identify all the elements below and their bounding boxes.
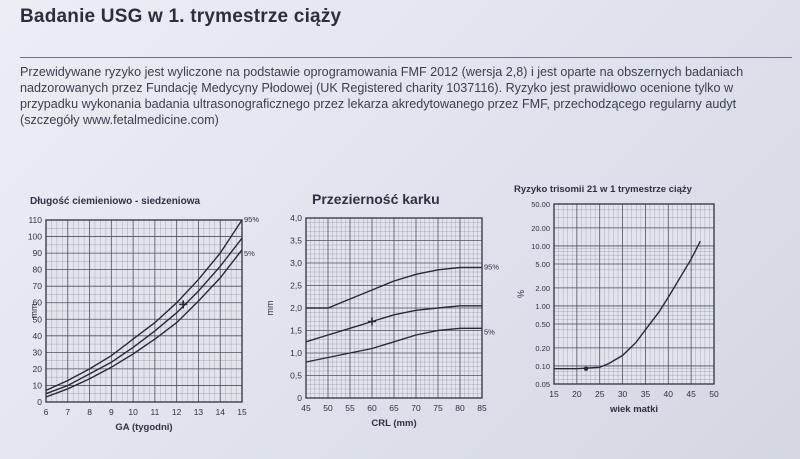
y-tick-label: 1,0 — [290, 348, 302, 358]
y-tick-label: 40 — [32, 330, 42, 341]
page-title: Badanie USG w 1. trymestrze ciąży — [20, 6, 342, 27]
x-tick-label: 45 — [686, 389, 696, 399]
crl-chart — [27, 190, 260, 442]
y-tick-label: 5.00 — [535, 260, 550, 269]
trisomy-risk-chart — [500, 180, 750, 432]
intro-text: Przewidywane ryzyko jest wyliczone na podstawie oprogramowania FMF 2012 (wersja 2,8) i jest oparte na obszernych badaniach nadzorowanych przez Fundację Medycyny Płodowej (UK Registered charity 1037116). Ryzyko jest prawidłowo ocenione tylko w przypadku wykonania badania ultrasonograficznego przez lekarza akredytowanego przez FMF, przechodzącego regularny audyt (szczegóły www.fetalmedicine.com) — [20, 65, 744, 127]
x-tick-label: 15 — [237, 407, 247, 417]
x-tick-label: 35 — [640, 389, 651, 399]
x-tick-label: 80 — [455, 403, 465, 413]
y-tick-label: 80 — [32, 264, 42, 275]
y-tick-label: 50.00 — [531, 200, 550, 209]
y-tick-label: 10 — [32, 380, 42, 391]
x-tick-label: 45 — [301, 403, 311, 413]
x-axis-label: GA (tygodni) — [115, 422, 173, 433]
x-tick-label: 50 — [323, 403, 333, 413]
x-tick-label: 70 — [411, 403, 421, 413]
plot-area — [554, 204, 714, 384]
y-axis-label: mm — [29, 303, 39, 319]
series-label: 5% — [244, 248, 255, 258]
y-tick-label: 0.05 — [535, 380, 550, 389]
x-tick-label: 20 — [572, 389, 582, 399]
series-label: 5% — [484, 327, 495, 337]
y-tick-label: 20.00 — [531, 223, 550, 233]
y-tick-label: 0 — [297, 393, 302, 403]
x-tick-label: 15 — [549, 389, 559, 399]
x-tick-label: 40 — [663, 389, 674, 399]
y-tick-label: 1,5 — [290, 325, 302, 336]
x-tick-label: 9 — [108, 407, 114, 417]
x-tick-label: 12 — [171, 407, 182, 417]
x-tick-label: 60 — [367, 403, 377, 413]
series-label: 95% — [244, 215, 260, 224]
x-tick-label: 14 — [215, 407, 225, 417]
y-tick-label: 2,0 — [290, 303, 302, 313]
y-tick-label: 0.20 — [535, 343, 550, 353]
patient-marker — [584, 366, 588, 370]
y-tick-label: 30 — [32, 347, 42, 358]
y-tick-label: 0.50 — [535, 320, 550, 329]
x-tick-label: 10 — [128, 407, 138, 417]
x-tick-label: 13 — [193, 407, 204, 417]
y-tick-label: 2.00 — [535, 283, 550, 293]
y-axis-label: mm — [265, 300, 275, 316]
y-tick-label: 60 — [32, 297, 42, 308]
y-tick-label: 0 — [37, 397, 42, 407]
x-tick-label: 75 — [433, 403, 443, 413]
y-tick-label: 3,5 — [290, 235, 302, 246]
y-tick-label: 70 — [32, 281, 42, 292]
x-tick-label: 50 — [709, 389, 719, 399]
x-axis-label: CRL (mm) — [371, 418, 417, 429]
nt-chart — [260, 188, 500, 432]
x-axis-label: wiek matki — [609, 404, 659, 415]
y-tick-label: 2,5 — [290, 280, 302, 291]
x-tick-label: 85 — [477, 403, 487, 413]
y-tick-label: 100 — [27, 231, 42, 242]
x-tick-label: 6 — [43, 407, 49, 417]
y-axis-label: % — [516, 289, 526, 299]
chart-title: Ryzyko trisomii 21 w 1 trymestrze ciąży — [514, 184, 692, 195]
y-tick-label: 0,5 — [290, 370, 302, 381]
x-tick-label: 11 — [150, 407, 160, 417]
y-tick-label: 4,0 — [290, 213, 302, 223]
x-tick-label: 30 — [617, 389, 628, 399]
y-tick-label: 0.10 — [535, 361, 550, 371]
x-tick-label: 65 — [389, 403, 399, 413]
series-label: 95% — [484, 262, 500, 272]
chart-title: Przezierność karku — [312, 191, 440, 207]
y-tick-label: 90 — [32, 248, 42, 259]
chart-title: Długość ciemieniowo - siedzeniowa — [30, 196, 201, 207]
x-tick-label: 7 — [65, 407, 71, 417]
title-divider — [20, 57, 792, 58]
y-tick-label: 110 — [28, 215, 42, 225]
y-tick-label: 10.00 — [531, 241, 550, 251]
y-tick-label: 50 — [32, 314, 42, 325]
y-tick-label: 20 — [32, 363, 42, 374]
y-tick-label: 1.00 — [535, 301, 550, 311]
x-tick-label: 25 — [594, 389, 605, 399]
x-tick-label: 55 — [345, 403, 355, 413]
x-tick-label: 8 — [87, 407, 92, 417]
y-tick-label: 3,0 — [290, 258, 302, 268]
